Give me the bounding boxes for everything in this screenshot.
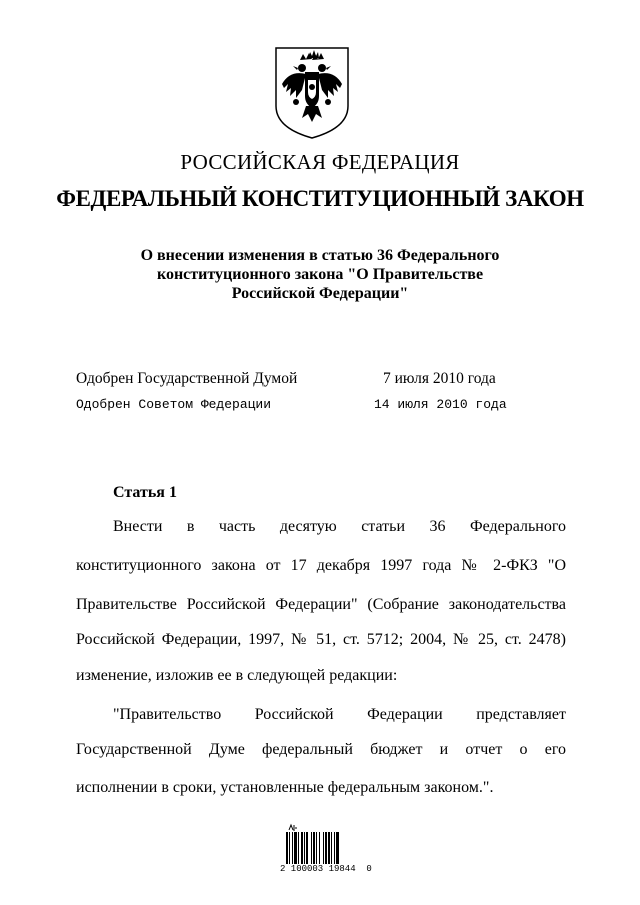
article-heading: Статья 1 [113, 484, 177, 501]
document-type: ФЕДЕРАЛЬНЫЙ КОНСТИТУЦИОННЫЙ ЗАКОН [56, 186, 584, 211]
article-text-line: Правительстве Российской Федерации" (Собрание законодательства [76, 596, 566, 613]
quoted-text-line: Государственной Думе федеральный бюджет и отчет о его [76, 741, 566, 758]
quoted-text-line: исполнении в сроки, установленные федеральным законом.". [76, 779, 494, 796]
article-text-line: конституционного закона от 17 декабря 1997 года № 2-ФКЗ "О [76, 557, 566, 574]
council-approval-label: Одобрен Советом Федерации [76, 397, 272, 412]
law-title-line: О внесении изменения в статью 36 Федерального [140, 247, 500, 264]
barcode-icon [286, 832, 354, 864]
duma-approval-date: 7 июля 2010 года [383, 370, 496, 387]
quoted-text-line: "Правительство Российской Федерации представляет [113, 706, 566, 723]
council-approval-date: 14 июля 2010 года [374, 397, 507, 412]
duma-approval-label: Одобрен Государственной Думой [76, 370, 298, 387]
country-name: РОССИЙСКАЯ ФЕДЕРАЦИЯ [180, 150, 460, 174]
article-text-line: изменение, изложив ее в следующей редакции: [76, 667, 398, 684]
article-text-line: Внести в часть десятую статьи 36 Федерального [113, 518, 566, 535]
article-text-line: Российской Федерации, 1997, № 51, ст. 5712; 2004, № 25, ст. 2478) [76, 631, 566, 648]
law-title-line: конституционного закона "О Правительстве [156, 266, 484, 283]
law-title-line: Российской Федерации" [231, 285, 409, 302]
barcode-number: 2 100003 19844 0 [280, 864, 372, 874]
state-emblem-icon [272, 44, 352, 140]
